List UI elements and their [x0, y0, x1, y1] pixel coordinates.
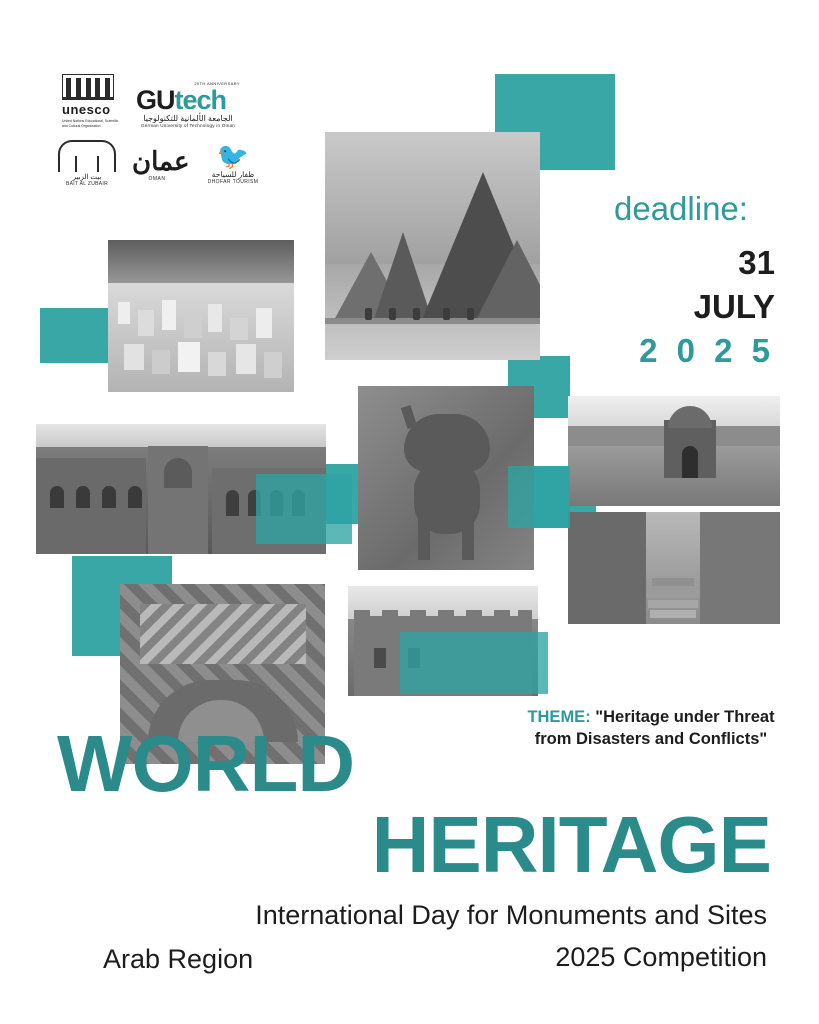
teal-overlay-castle: [400, 632, 548, 694]
theme-text: "Heritage under Threat from Disasters and Conflicts": [534, 708, 775, 748]
dhofar-tourism-logo: [198, 142, 268, 185]
dhofar-english: DHOFAR TOURISM: [207, 179, 259, 185]
subtitle-line-1: International Day for Monuments and Sites: [255, 900, 767, 930]
oman-english: OMAN: [148, 175, 166, 182]
region-label: Arab Region: [103, 944, 254, 974]
photo-hillside-town-aerial: [108, 240, 294, 392]
theme-statement: [520, 706, 782, 750]
gutech-subtitle: German University of Technology in Oman: [140, 123, 235, 129]
teal-overlay-fortress: [256, 474, 352, 544]
deadline-year: 2 0 2 5: [639, 332, 775, 369]
deadline-label: deadline:: [614, 190, 748, 227]
teal-overlay-rockart: [508, 466, 570, 528]
photo-stone-stairway-ruins: [568, 512, 780, 624]
unesco-subtitle: United Nations Educational, Scientific and Cultural Organization: [62, 119, 119, 128]
deadline-month: JULY: [693, 288, 775, 325]
unesco-temple-icon: [62, 74, 114, 100]
deadline-day: 31: [738, 244, 775, 281]
gutech-arabic: الجامعة الألمانية للتكنولوجيا: [143, 114, 233, 124]
oman-arabic-mark: عمان: [132, 145, 190, 176]
gutech-wordmark: [136, 87, 240, 114]
headline-heritage: HERITAGE: [371, 800, 771, 889]
gutech-anniversary-tag: 20TH ANNIVERSARY: [194, 81, 240, 87]
gutech-word-gu: GU: [136, 85, 175, 116]
photo-desert-tomb-monument: [568, 396, 780, 506]
bait-al-zubair-arch-icon: [58, 140, 116, 172]
gutech-logo: [136, 81, 240, 128]
bait-al-zubair-english: BAIT AL ZUBAIR: [66, 181, 108, 187]
logo-row-bottom: [58, 140, 268, 187]
gutech-word-tech: tech: [174, 85, 227, 116]
dhofar-bird-icon: 🐦: [216, 141, 250, 171]
bait-al-zubair-logo: [58, 140, 116, 187]
bait-al-zubair-arabic: بيت الزبير: [72, 174, 102, 181]
oman-across-ages-logo: [132, 145, 190, 182]
dhofar-arabic: ظفار للسياحة: [211, 170, 255, 179]
theme-label: THEME:: [527, 708, 591, 726]
unesco-wordmark: unesco: [62, 102, 111, 117]
logo-row-top: [62, 74, 240, 128]
photo-meroe-pyramids-camels: [325, 132, 540, 360]
unesco-logo: [62, 74, 122, 128]
headline-world: WORLD: [57, 719, 355, 808]
subtitle-line-2: 2025 Competition: [555, 942, 767, 972]
